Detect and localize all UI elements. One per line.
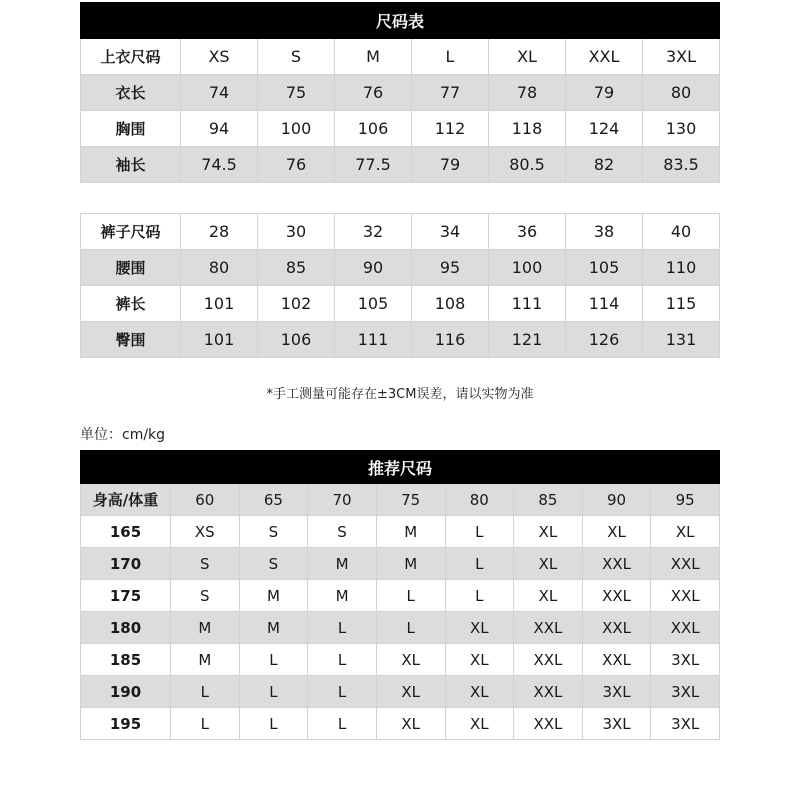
table-cell: 121 <box>489 322 566 358</box>
table-cell: 130 <box>643 111 720 147</box>
recommend-table-title: 推荐尺码 <box>81 451 720 484</box>
table-cell: XXL <box>514 644 583 676</box>
table-cell: M <box>308 580 377 612</box>
row-label: 臀围 <box>81 322 181 358</box>
table-cell: L <box>171 708 240 740</box>
table-cell: 111 <box>489 286 566 322</box>
table-cell: XL <box>514 580 583 612</box>
table-cell: XL <box>651 516 720 548</box>
table-cell: L <box>445 548 514 580</box>
table-cell: XL <box>376 708 445 740</box>
table-cell: 80 <box>181 250 258 286</box>
table-cell: 131 <box>643 322 720 358</box>
pants-table-header <box>81 214 720 250</box>
table-cell: 100 <box>258 111 335 147</box>
table-cell: 3XL <box>582 676 651 708</box>
table-cell: L <box>445 580 514 612</box>
table-cell: 110 <box>643 250 720 286</box>
table-title-row <box>81 451 720 484</box>
table-cell: L <box>376 580 445 612</box>
table-row <box>81 250 720 286</box>
header-cell: 28 <box>181 214 258 250</box>
header-cell: 75 <box>376 484 445 516</box>
table-row <box>81 75 720 111</box>
table-row <box>81 548 720 580</box>
table-row <box>81 676 720 708</box>
table-cell: 79 <box>412 147 489 183</box>
table-cell: XXL <box>514 612 583 644</box>
table-cell: XXL <box>582 580 651 612</box>
table-row <box>81 322 720 358</box>
table-cell: 126 <box>566 322 643 358</box>
table-cell: XXL <box>514 708 583 740</box>
header-cell: 38 <box>566 214 643 250</box>
table-cell: L <box>308 612 377 644</box>
row-label: 180 <box>81 612 171 644</box>
header-cell: 95 <box>651 484 720 516</box>
table-cell: L <box>376 612 445 644</box>
table-row <box>81 147 720 183</box>
pants-size-table <box>80 213 720 358</box>
table-cell: XS <box>171 516 240 548</box>
table-cell: XL <box>376 644 445 676</box>
table-cell: 100 <box>489 250 566 286</box>
table-cell: 105 <box>566 250 643 286</box>
table-cell: 79 <box>566 75 643 111</box>
table-cell: 94 <box>181 111 258 147</box>
table-cell: 111 <box>335 322 412 358</box>
table-row <box>81 286 720 322</box>
table-cell: S <box>308 516 377 548</box>
header-cell: 裤子尺码 <box>81 214 181 250</box>
table-cell: XL <box>445 676 514 708</box>
header-cell: S <box>258 39 335 75</box>
table-cell: 3XL <box>582 708 651 740</box>
table-cell: 114 <box>566 286 643 322</box>
table-cell: 74.5 <box>181 147 258 183</box>
table-cell: 124 <box>566 111 643 147</box>
header-cell: 40 <box>643 214 720 250</box>
table-cell: 75 <box>258 75 335 111</box>
table-cell: XXL <box>651 612 720 644</box>
table-cell: XL <box>445 708 514 740</box>
table-cell: 105 <box>335 286 412 322</box>
table-cell: 116 <box>412 322 489 358</box>
row-label: 腰围 <box>81 250 181 286</box>
table-cell: L <box>308 644 377 676</box>
row-label: 175 <box>81 580 171 612</box>
header-cell: 34 <box>412 214 489 250</box>
table-cell: XL <box>514 516 583 548</box>
top-size-table <box>80 2 720 183</box>
table-cell: XXL <box>651 580 720 612</box>
header-cell: 90 <box>582 484 651 516</box>
table-cell: 3XL <box>651 708 720 740</box>
row-label: 裤长 <box>81 286 181 322</box>
table-cell: XL <box>445 644 514 676</box>
table-cell: 101 <box>181 286 258 322</box>
table-cell: L <box>171 676 240 708</box>
header-cell: M <box>335 39 412 75</box>
table-cell: 77 <box>412 75 489 111</box>
header-cell: 30 <box>258 214 335 250</box>
row-label: 衣长 <box>81 75 181 111</box>
header-cell: 3XL <box>643 39 720 75</box>
table-cell: 3XL <box>651 676 720 708</box>
header-cell: 36 <box>489 214 566 250</box>
table-cell: 108 <box>412 286 489 322</box>
unit-label: 单位：cm/kg <box>80 427 166 443</box>
table-row <box>81 644 720 676</box>
table-cell: XXL <box>582 612 651 644</box>
table-title-row <box>81 3 720 39</box>
header-cell: 70 <box>308 484 377 516</box>
table-cell: M <box>171 644 240 676</box>
table-cell: XXL <box>651 548 720 580</box>
table-cell: M <box>308 548 377 580</box>
table-cell: M <box>376 548 445 580</box>
table-row <box>81 111 720 147</box>
row-label: 袖长 <box>81 147 181 183</box>
table-cell: 106 <box>335 111 412 147</box>
table-cell: M <box>376 516 445 548</box>
table-cell: 77.5 <box>335 147 412 183</box>
table-row <box>81 580 720 612</box>
table-cell: 82 <box>566 147 643 183</box>
header-cell: 60 <box>171 484 240 516</box>
table-cell: L <box>239 644 308 676</box>
table-cell: S <box>239 548 308 580</box>
recommend-size-table <box>80 450 720 740</box>
table-cell: S <box>171 580 240 612</box>
table-cell: M <box>239 612 308 644</box>
table-cell: 76 <box>258 147 335 183</box>
header-cell: 80 <box>445 484 514 516</box>
header-cell: 上衣尺码 <box>81 39 181 75</box>
table-cell: 95 <box>412 250 489 286</box>
header-cell: XL <box>489 39 566 75</box>
table-cell: 101 <box>181 322 258 358</box>
recommend-table-header <box>81 484 720 516</box>
table-cell: 80 <box>643 75 720 111</box>
header-cell: 85 <box>514 484 583 516</box>
table-cell: 85 <box>258 250 335 286</box>
table-cell: S <box>239 516 308 548</box>
table-cell: 106 <box>258 322 335 358</box>
row-label: 165 <box>81 516 171 548</box>
table-cell: M <box>239 580 308 612</box>
table-cell: L <box>445 516 514 548</box>
table-cell: 102 <box>258 286 335 322</box>
table-cell: XL <box>514 548 583 580</box>
table-cell: S <box>171 548 240 580</box>
header-cell: L <box>412 39 489 75</box>
table-cell: 112 <box>412 111 489 147</box>
table-cell: XL <box>582 516 651 548</box>
table-cell: 90 <box>335 250 412 286</box>
table-cell: L <box>308 708 377 740</box>
table-cell: XXL <box>514 676 583 708</box>
row-label: 185 <box>81 644 171 676</box>
row-label: 170 <box>81 548 171 580</box>
table-row <box>81 612 720 644</box>
table-cell: 74 <box>181 75 258 111</box>
measurement-note: *手工测量可能存在±3CM误差，请以实物为准 <box>266 387 534 402</box>
header-cell: 65 <box>239 484 308 516</box>
table-cell: XL <box>376 676 445 708</box>
header-cell: 32 <box>335 214 412 250</box>
table-cell: XL <box>445 612 514 644</box>
table-cell: 80.5 <box>489 147 566 183</box>
table-cell: L <box>239 708 308 740</box>
table-cell: 83.5 <box>643 147 720 183</box>
table-cell: L <box>239 676 308 708</box>
header-cell: XXL <box>566 39 643 75</box>
header-cell: 身高/体重 <box>81 484 171 516</box>
table-row <box>81 516 720 548</box>
table-cell: L <box>308 676 377 708</box>
table-cell: 78 <box>489 75 566 111</box>
header-cell: XS <box>181 39 258 75</box>
table-cell: XXL <box>582 548 651 580</box>
table-cell: 76 <box>335 75 412 111</box>
top-table-title: 尺码表 <box>81 3 720 39</box>
table-cell: XXL <box>582 644 651 676</box>
row-label: 195 <box>81 708 171 740</box>
table-cell: 3XL <box>651 644 720 676</box>
row-label: 胸围 <box>81 111 181 147</box>
table-cell: 118 <box>489 111 566 147</box>
top-table-header <box>81 39 720 75</box>
row-label: 190 <box>81 676 171 708</box>
table-cell: M <box>171 612 240 644</box>
table-cell: 115 <box>643 286 720 322</box>
table-row <box>81 708 720 740</box>
